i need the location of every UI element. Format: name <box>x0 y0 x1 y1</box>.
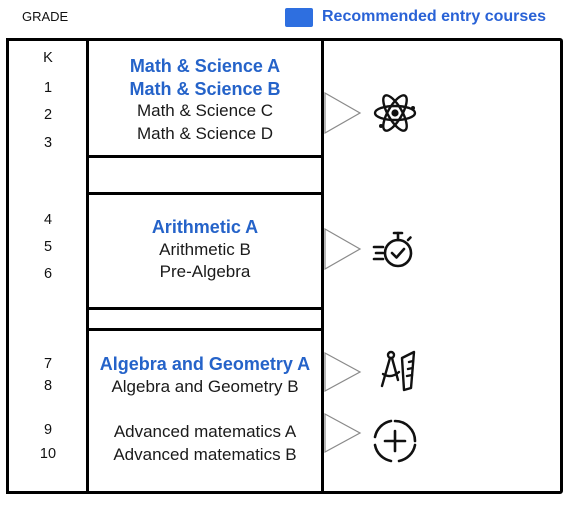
compass-ruler-icon <box>378 350 418 392</box>
course-advanced-b: Advanced matematics B <box>113 444 297 464</box>
arrow-right-icon <box>324 228 362 270</box>
spacer-box <box>86 155 324 195</box>
grade-label: 6 <box>43 266 53 282</box>
course-math-science-b: Math & Science B <box>129 78 281 99</box>
course-algebra-geometry-b: Algebra and Geometry B <box>111 376 299 396</box>
grade-label: 1 <box>43 80 53 96</box>
course-group-algebra-advanced <box>86 328 324 494</box>
grade-label: 10 <box>39 446 57 462</box>
atom-icon <box>372 90 418 136</box>
grade-label: K <box>43 50 53 66</box>
course-math-science-a: Math & Science A <box>129 56 281 76</box>
arrow-right-icon <box>324 352 362 392</box>
course-group-math-science <box>86 38 324 158</box>
course-math-science-c: Math & Science C <box>136 101 274 120</box>
course-group-arithmetic <box>86 192 324 310</box>
course-algebra-geometry-a: Algebra and Geometry A <box>99 354 311 374</box>
arrow-right-icon <box>324 413 362 453</box>
legend-label: Recommended entry courses <box>322 8 547 25</box>
grade-label: 5 <box>43 239 53 255</box>
stopwatch-check-icon <box>372 229 416 271</box>
grade-label: 8 <box>43 378 53 394</box>
arrow-right-icon <box>324 92 362 134</box>
course-math-science-d: Math & Science D <box>136 123 274 143</box>
course-arithmetic-a: Arithmetic A <box>151 217 259 237</box>
grade-label: 9 <box>43 422 53 438</box>
course-advanced-a: Advanced matematics A <box>113 422 297 441</box>
grade-label: 2 <box>43 107 53 123</box>
grade-label: 3 <box>43 135 53 151</box>
course-pre-algebra: Pre-Algebra <box>159 262 251 281</box>
legend-swatch <box>285 8 313 27</box>
grade-column-header: GRADE <box>22 9 69 24</box>
legend <box>285 7 546 27</box>
grade-label: 4 <box>43 212 53 228</box>
course-arithmetic-b: Arithmetic B <box>159 239 251 259</box>
grade-label: 7 <box>43 356 53 372</box>
plus-circle-icon <box>373 419 417 463</box>
